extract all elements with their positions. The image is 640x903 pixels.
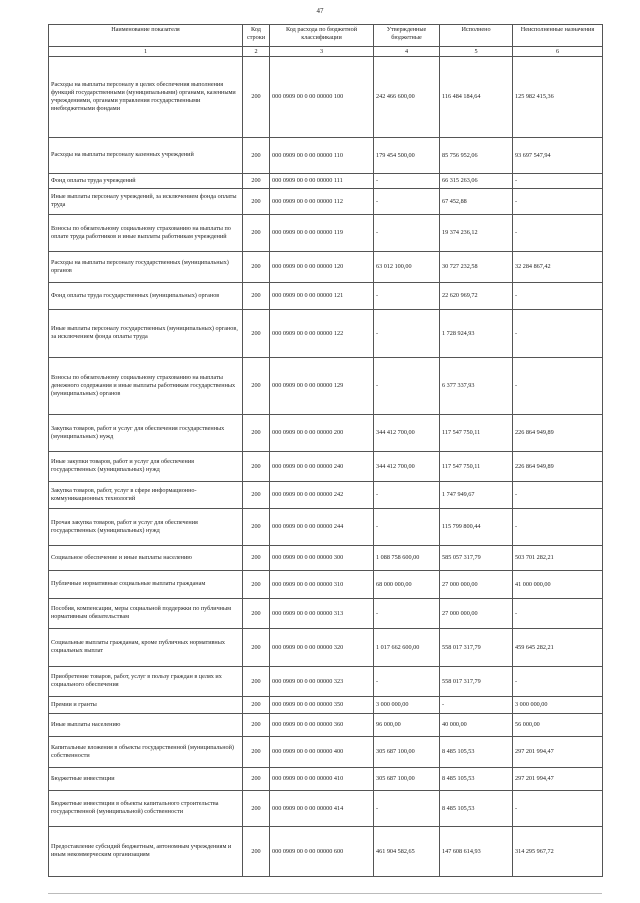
table-row	[49, 736, 603, 767]
table-row	[49, 309, 603, 357]
row-executed: 558 017 317,79	[440, 628, 513, 666]
row-approved: -	[374, 188, 440, 214]
row-name: Расходы на выплаты персоналу казенных учреждений	[49, 137, 243, 173]
row-executed: 66 315 263,06	[440, 173, 513, 188]
row-approved: 344 412 700,00	[374, 451, 440, 481]
table-header-row	[49, 25, 603, 47]
table-row	[49, 451, 603, 481]
row-executed: 27 000 000,00	[440, 570, 513, 598]
row-executed: 40 000,00	[440, 713, 513, 736]
row-name: Пособия, компенсации, меры социальной поддержки по публичным нормативным обязательствам	[49, 598, 243, 628]
table-row	[49, 598, 603, 628]
row-line-code: 200	[243, 767, 270, 790]
row-expense-code: 000 0909 00 0 00 00000 200	[270, 414, 374, 451]
row-name: Закупка товаров, работ, услуг в сфере информационно-коммуникационных технологий	[49, 481, 243, 508]
row-executed: 19 374 236,12	[440, 214, 513, 251]
row-approved: -	[374, 309, 440, 357]
row-name: Фонд оплаты труда государственных (муниципальных) органов	[49, 282, 243, 309]
row-expense-code: 000 0909 00 0 00 00000 112	[270, 188, 374, 214]
row-line-code: 200	[243, 598, 270, 628]
row-expense-code: 000 0909 00 0 00 00000 320	[270, 628, 374, 666]
row-unexecuted: -	[513, 598, 603, 628]
row-approved: 305 687 100,00	[374, 767, 440, 790]
row-name: Социальное обеспечение и иные выплаты населению	[49, 545, 243, 570]
row-executed: 116 484 184,64	[440, 56, 513, 137]
row-expense-code: 000 0909 00 0 00 00000 323	[270, 666, 374, 696]
row-executed: 117 547 750,11	[440, 451, 513, 481]
row-expense-code: 000 0909 00 0 00 00000 414	[270, 790, 374, 826]
row-approved: 344 412 700,00	[374, 414, 440, 451]
header-line-code: Код строки	[243, 25, 270, 47]
row-approved: -	[374, 214, 440, 251]
row-executed: 27 000 000,00	[440, 598, 513, 628]
table-row	[49, 188, 603, 214]
row-unexecuted: -	[513, 481, 603, 508]
row-unexecuted: -	[513, 357, 603, 414]
table-row	[49, 508, 603, 545]
row-unexecuted: 93 697 547,94	[513, 137, 603, 173]
page-number: 47	[316, 7, 324, 15]
row-expense-code: 000 0909 00 0 00 00000 313	[270, 598, 374, 628]
row-name: Взносы по обязательному социальному страхованию на выплаты денежного содержания и иные выплаты работникам государственных (муниципальных) органов	[49, 357, 243, 414]
table-row	[49, 481, 603, 508]
row-unexecuted: 32 284 867,42	[513, 251, 603, 282]
row-executed: 117 547 750,11	[440, 414, 513, 451]
row-approved: -	[374, 666, 440, 696]
row-approved: -	[374, 790, 440, 826]
table-row	[49, 357, 603, 414]
row-expense-code: 000 0909 00 0 00 00000 129	[270, 357, 374, 414]
row-executed: 558 017 317,79	[440, 666, 513, 696]
row-executed: 6 377 337,93	[440, 357, 513, 414]
row-executed: 85 756 952,06	[440, 137, 513, 173]
header-approved: Утвержденные бюджетные	[374, 25, 440, 47]
row-name: Закупка товаров, работ и услуг для обеспечения государственных (муниципальных) нужд	[49, 414, 243, 451]
row-unexecuted: 297 201 994,47	[513, 767, 603, 790]
row-line-code: 200	[243, 173, 270, 188]
row-expense-code: 000 0909 00 0 00 00000 110	[270, 137, 374, 173]
row-unexecuted: -	[513, 790, 603, 826]
column-number: 4	[374, 47, 440, 57]
row-unexecuted: 3 000 000,00	[513, 696, 603, 713]
row-expense-code: 000 0909 00 0 00 00000 400	[270, 736, 374, 767]
row-approved: -	[374, 173, 440, 188]
row-line-code: 200	[243, 282, 270, 309]
table-row	[49, 173, 603, 188]
row-executed: 22 620 969,72	[440, 282, 513, 309]
bottom-rule	[48, 893, 602, 894]
row-name: Бюджетные инвестиции в объекты капитального строительства государственной (муниципальной) собственности	[49, 790, 243, 826]
row-line-code: 200	[243, 508, 270, 545]
row-unexecuted: 226 864 949,89	[513, 414, 603, 451]
row-approved: 179 454 500,00	[374, 137, 440, 173]
table-row	[49, 713, 603, 736]
row-line-code: 200	[243, 56, 270, 137]
table-row	[49, 282, 603, 309]
row-expense-code: 000 0909 00 0 00 00000 240	[270, 451, 374, 481]
header-unexecuted: Неисполненные назначения	[513, 25, 603, 47]
row-line-code: 200	[243, 309, 270, 357]
row-expense-code: 000 0909 00 0 00 00000 122	[270, 309, 374, 357]
row-line-code: 200	[243, 736, 270, 767]
table-row	[49, 414, 603, 451]
row-line-code: 200	[243, 545, 270, 570]
row-line-code: 200	[243, 713, 270, 736]
row-line-code: 200	[243, 414, 270, 451]
row-unexecuted: -	[513, 666, 603, 696]
row-line-code: 200	[243, 188, 270, 214]
row-approved: -	[374, 508, 440, 545]
row-executed: 115 799 800,44	[440, 508, 513, 545]
row-unexecuted: 56 000,00	[513, 713, 603, 736]
row-expense-code: 000 0909 00 0 00 00000 121	[270, 282, 374, 309]
row-expense-code: 000 0909 00 0 00 00000 100	[270, 56, 374, 137]
row-line-code: 200	[243, 666, 270, 696]
row-approved: 63 012 100,00	[374, 251, 440, 282]
column-number: 6	[513, 47, 603, 57]
row-line-code: 200	[243, 251, 270, 282]
row-name: Фонд оплаты труда учреждений	[49, 173, 243, 188]
column-number: 2	[243, 47, 270, 57]
row-unexecuted: -	[513, 173, 603, 188]
row-line-code: 200	[243, 137, 270, 173]
row-approved: 242 466 600,00	[374, 56, 440, 137]
row-unexecuted: 297 201 994,47	[513, 736, 603, 767]
row-executed: 30 727 232,58	[440, 251, 513, 282]
row-approved: 305 687 100,00	[374, 736, 440, 767]
row-expense-code: 000 0909 00 0 00 00000 600	[270, 826, 374, 876]
row-executed: 147 608 614,93	[440, 826, 513, 876]
row-name: Социальные выплаты гражданам, кроме публичных нормативных социальных выплат	[49, 628, 243, 666]
row-name: Иные выплаты персоналу государственных (муниципальных) органов, за исключением фонда оплаты труда	[49, 309, 243, 357]
row-name: Капитальные вложения в объекты государственной (муниципальной) собственности	[49, 736, 243, 767]
row-unexecuted: 503 701 282,21	[513, 545, 603, 570]
row-executed: 8 485 105,53	[440, 767, 513, 790]
row-executed: 67 452,88	[440, 188, 513, 214]
row-name: Предоставление субсидий бюджетным, автономным учреждениям и иным некоммерческим организациям	[49, 826, 243, 876]
row-approved: -	[374, 357, 440, 414]
header-executed: Исполнено	[440, 25, 513, 47]
row-expense-code: 000 0909 00 0 00 00000 120	[270, 251, 374, 282]
row-expense-code: 000 0909 00 0 00 00000 360	[270, 713, 374, 736]
table-row	[49, 251, 603, 282]
row-line-code: 200	[243, 481, 270, 508]
row-expense-code: 000 0909 00 0 00 00000 410	[270, 767, 374, 790]
row-name: Иные закупки товаров, работ и услуг для обеспечения государственных (муниципальных) нужд	[49, 451, 243, 481]
row-expense-code: 000 0909 00 0 00 00000 350	[270, 696, 374, 713]
row-line-code: 200	[243, 451, 270, 481]
row-executed: 1 747 949,67	[440, 481, 513, 508]
row-approved: -	[374, 282, 440, 309]
row-unexecuted: -	[513, 188, 603, 214]
row-expense-code: 000 0909 00 0 00 00000 111	[270, 173, 374, 188]
row-approved: 1 088 758 600,00	[374, 545, 440, 570]
table-row	[49, 570, 603, 598]
budget-execution-table	[48, 24, 603, 877]
row-expense-code: 000 0909 00 0 00 00000 300	[270, 545, 374, 570]
row-line-code: 200	[243, 214, 270, 251]
table-row	[49, 628, 603, 666]
row-executed: 8 485 105,53	[440, 790, 513, 826]
row-line-code: 200	[243, 696, 270, 713]
column-number: 3	[270, 47, 374, 57]
row-unexecuted: 459 645 282,21	[513, 628, 603, 666]
row-unexecuted: 314 295 967,72	[513, 826, 603, 876]
row-unexecuted: -	[513, 282, 603, 309]
table-row	[49, 137, 603, 173]
row-approved: -	[374, 598, 440, 628]
row-expense-code: 000 0909 00 0 00 00000 244	[270, 508, 374, 545]
row-name: Расходы на выплаты персоналу в целях обеспечения выполнения функций государственными (муниципальными) органами, казенными учреждениями, органами управления государственными внебюджетными фондами	[49, 56, 243, 137]
row-name: Бюджетные инвестиции	[49, 767, 243, 790]
row-approved: 1 017 662 600,00	[374, 628, 440, 666]
row-unexecuted: 226 864 949,89	[513, 451, 603, 481]
row-name: Расходы на выплаты персоналу государственных (муниципальных) органов	[49, 251, 243, 282]
row-unexecuted: 125 982 415,36	[513, 56, 603, 137]
row-approved: 68 000 000,00	[374, 570, 440, 598]
row-line-code: 200	[243, 357, 270, 414]
row-executed: 1 728 924,93	[440, 309, 513, 357]
table-row	[49, 56, 603, 137]
row-unexecuted: 41 000 000,00	[513, 570, 603, 598]
row-name: Иные выплаты населению	[49, 713, 243, 736]
row-name: Премии и гранты	[49, 696, 243, 713]
row-unexecuted: -	[513, 214, 603, 251]
column-number: 1	[49, 47, 243, 57]
table-body	[49, 56, 603, 876]
row-approved: -	[374, 481, 440, 508]
row-expense-code: 000 0909 00 0 00 00000 119	[270, 214, 374, 251]
row-line-code: 200	[243, 826, 270, 876]
row-name: Прочая закупка товаров, работ и услуг для обеспечения государственных (муниципальных) нужд	[49, 508, 243, 545]
row-approved: 3 000 000,00	[374, 696, 440, 713]
table-row	[49, 826, 603, 876]
row-line-code: 200	[243, 570, 270, 598]
row-line-code: 200	[243, 628, 270, 666]
row-line-code: 200	[243, 790, 270, 826]
row-unexecuted: -	[513, 309, 603, 357]
row-unexecuted: -	[513, 508, 603, 545]
header-name: Наименование показателя	[49, 25, 243, 47]
row-name: Приобретение товаров, работ, услуг в пользу граждан в целях их социального обеспечения	[49, 666, 243, 696]
column-number-row	[49, 47, 603, 57]
row-name: Взносы по обязательному социальному страхованию на выплаты по оплате труда работников и иные выплаты работникам учреждений	[49, 214, 243, 251]
table-row	[49, 666, 603, 696]
row-approved: 461 904 582,65	[374, 826, 440, 876]
table-row	[49, 696, 603, 713]
row-expense-code: 000 0909 00 0 00 00000 242	[270, 481, 374, 508]
table-row	[49, 790, 603, 826]
row-name: Публичные нормативные социальные выплаты гражданам	[49, 570, 243, 598]
column-number: 5	[440, 47, 513, 57]
row-approved: 96 000,00	[374, 713, 440, 736]
row-executed: 8 485 105,53	[440, 736, 513, 767]
row-name: Иные выплаты персоналу учреждений, за исключением фонда оплаты труда	[49, 188, 243, 214]
table-row	[49, 214, 603, 251]
row-executed: 585 057 317,79	[440, 545, 513, 570]
table-row	[49, 545, 603, 570]
table-row	[49, 767, 603, 790]
header-expense-code: Код расхода по бюджетной классификации	[270, 25, 374, 47]
row-executed: -	[440, 696, 513, 713]
row-expense-code: 000 0909 00 0 00 00000 310	[270, 570, 374, 598]
